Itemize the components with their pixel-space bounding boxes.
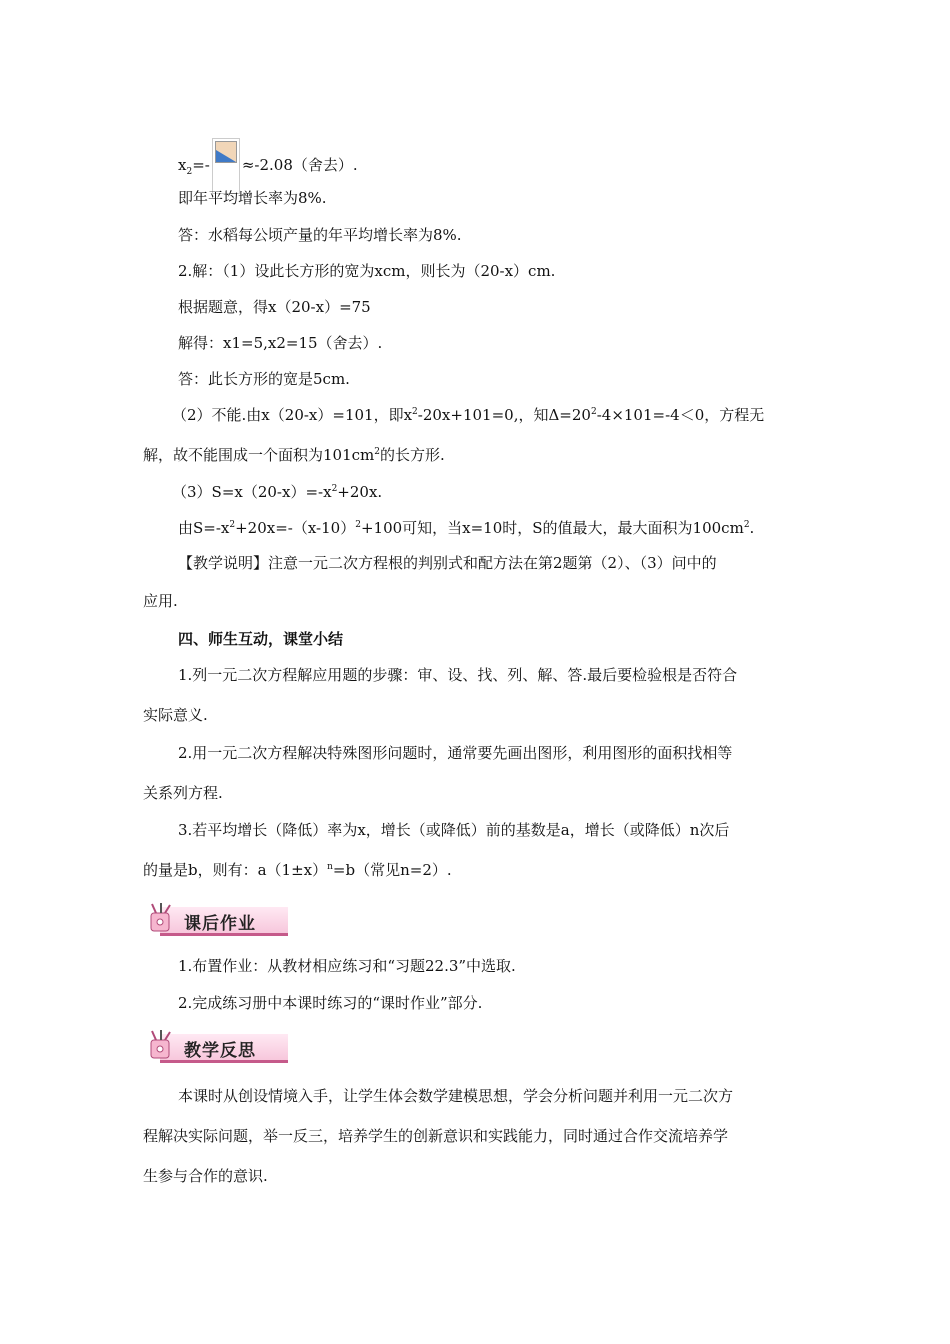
pencil-cup-icon	[148, 903, 174, 933]
text-line: 由$S=-x^2+20x=-(x-10)^2+100$可知，当x=10时，S的值最大，最大面积为$100cm^2$.	[178, 519, 755, 537]
text-line: 关系列方程.	[143, 784, 223, 802]
homework-title: 课后作业	[184, 914, 256, 934]
text-line: 本课时从创设情境入手，让学生体会数学建模思想，学会分析问题并利用一元二次方	[178, 1087, 734, 1105]
text-line: 2.完成练习册中本课时练习的“课时作业”部分.	[178, 994, 483, 1012]
text-line: 2.解：（1）设此长方形的宽为xcm，则长为（20-x）cm.	[178, 262, 556, 280]
text-line: 生参与合作的意识.	[143, 1167, 268, 1185]
text-line: 实际意义.	[143, 706, 208, 724]
text-line: 答：此长方形的宽是5cm.	[178, 370, 350, 388]
text-line: 应用.	[143, 592, 178, 610]
broken-image-icon	[212, 138, 240, 194]
teaching-note: 【教学说明】注意一元二次方程根的判别式和配方法在第2题第（2）、（3）问中的	[178, 554, 717, 572]
text-line: 根据题意，得x（20-x）=75	[178, 298, 371, 316]
text-line: 的量是b，则有：$a(1\pm x)^n=b$（常见n=2）.	[143, 861, 452, 879]
text-line: 2.用一元二次方程解决特殊图形问题时，通常要先画出图形，利用图形的面积找相等	[178, 744, 733, 762]
homework-banner	[142, 893, 292, 937]
text-line: （2）不能.由x（20-x）=101，即$x^2-20x+101=0$,，知$\Delta=20^2-4\times 101=-4<0$，方程无	[172, 406, 765, 424]
text-line: 程解决实际问题，举一反三，培养学生的创新意识和实践能力，同时通过合作交流培养学	[143, 1127, 729, 1145]
text-line: 答：水稻每公顷产量的年平均增长率为8%.	[178, 226, 462, 244]
equation-x2: $x_2=-$ ≈-2.08（舍去）.	[178, 138, 358, 194]
pencil-cup-icon	[148, 1030, 174, 1060]
section-heading: 四、师生互动，课堂小结	[178, 630, 344, 648]
text-line: 1.列一元二次方程解应用题的步骤：审、设、找、列、解、答.最后要检验根是否符合	[178, 666, 738, 684]
text-line: $(3)S=x(20-x)=-x^2+20x$.	[172, 483, 383, 501]
text-line: 即年平均增长率为8%.	[178, 189, 327, 207]
reflection-title: 教学反思	[184, 1041, 256, 1061]
text-line: 解得：x1=5,x2=15（舍去）.	[178, 334, 383, 352]
reflection-banner	[142, 1020, 292, 1064]
text-line: 解，故不能围成一个面积为$101cm^2$的长方形.	[143, 446, 445, 464]
text-line: 3.若平均增长（降低）率为x，增长（或降低）前的基数是a，增长（或降低）n次后	[178, 821, 730, 839]
text-line: 1.布置作业：从教材相应练习和“习题22.3”中选取.	[178, 957, 516, 975]
